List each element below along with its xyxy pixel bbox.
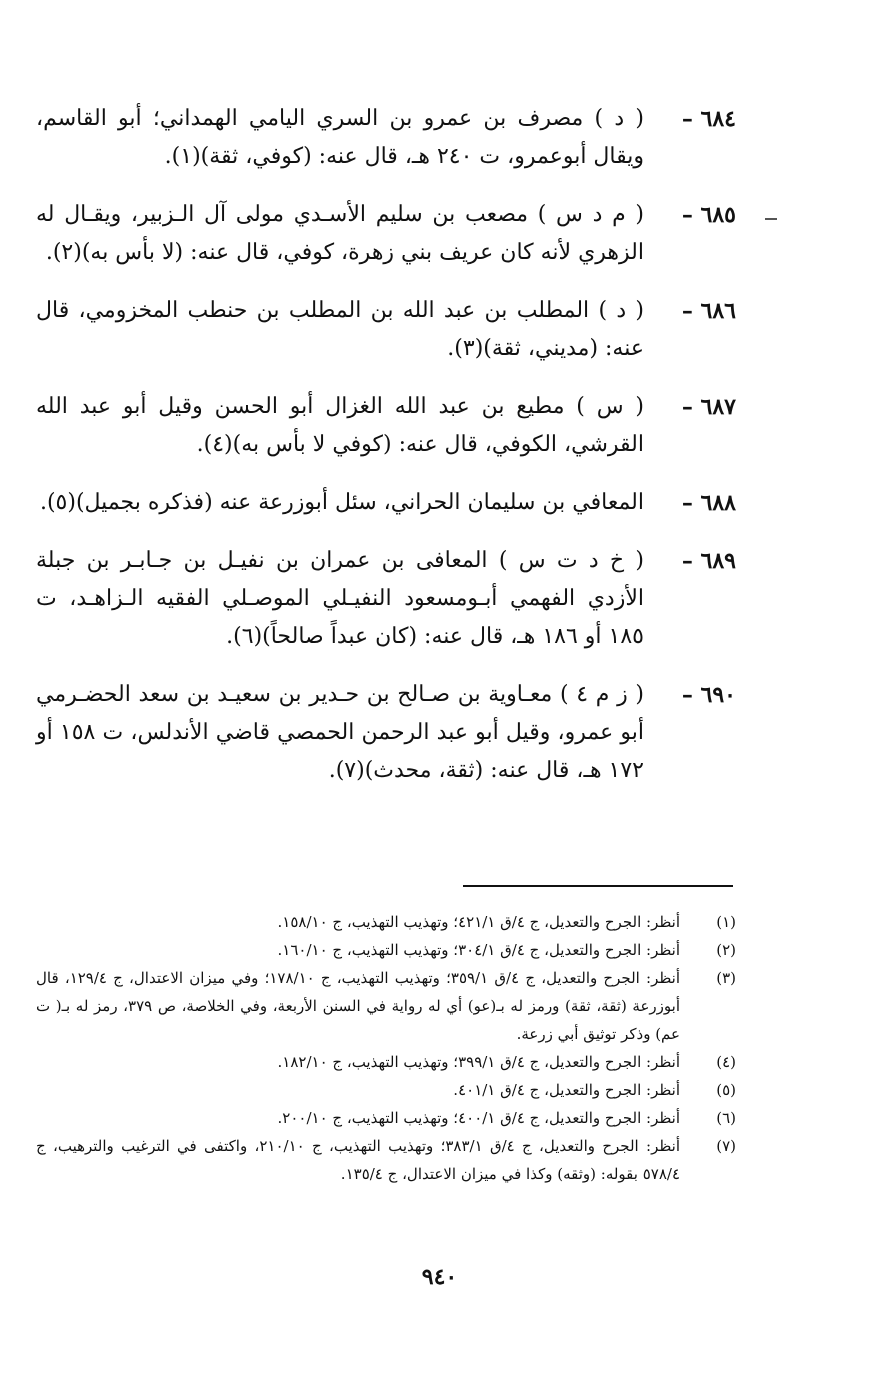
entry-number: ٦٨٩ – xyxy=(681,548,736,574)
margin-mark xyxy=(765,218,777,220)
page-number: ٩٤٠ xyxy=(421,1264,458,1290)
footnote-text: أنظر: الجرح والتعديل، ج ٤/ق ٤٢١/١؛ وتهذيب التهذيب، ج ١٥٨/١٠. xyxy=(277,913,680,931)
footnote-text: أنظر: الجرح والتعديل، ج ٤/ق ٣٩٩/١؛ وتهذيب التهذيب، ج ١٨٢/١٠. xyxy=(277,1053,680,1071)
footnote-text: أنظر: الجرح والتعديل، ج ٤/ق ٣٠٤/١؛ وتهذيب التهذيب، ج ١٦٠/١٠. xyxy=(277,941,680,959)
entry-686 xyxy=(36,292,736,368)
footnote-2 xyxy=(36,936,736,964)
footnote-5 xyxy=(36,1076,736,1104)
entry-text: ( د ) المطلب بن عبد الله بن المطلب بن حنطب المخزومي، قال عنه: (مديني، ثقة)(٣). xyxy=(36,298,644,361)
footnote-text: أنظر: الجرح والتعديل، ج ٤/ق ٤٠١/١. xyxy=(453,1081,680,1099)
footnote-4 xyxy=(36,1048,736,1076)
footnote-number: (٥) xyxy=(716,1081,736,1099)
entry-text: ( م د س ) مصعب بن سليم الأسـدي مولى آل الـزبير، ويقـال له الزهري لأنه كان عريف بني زهرة، كوفي، قال عنه: (لا بأس به)(٢). xyxy=(36,202,644,265)
entry-text: ( ز م ٤ ) معـاوية بن صـالح بن حـدير بن سعيـد بن سعد الحضـرمي أبو عمرو، وقيل أبو عبد الرحمن الحمصي قاضي الأندلس، ت ١٥٨ أو ١٧٢ هـ، قال عنه: (ثقة، محدث)(٧). xyxy=(36,682,644,783)
footnote-number: (٤) xyxy=(716,1053,736,1071)
footnote-number: (٣) xyxy=(716,969,736,987)
footnote-number: (١) xyxy=(716,913,736,931)
footnote-number: (٢) xyxy=(716,941,736,959)
footnote-7 xyxy=(36,1132,736,1188)
footnotes xyxy=(36,908,736,1188)
entry-number: ٦٨٨ – xyxy=(681,490,736,516)
entry-text: ( د ) مصرف بن عمرو بن السري اليامي الهمداني؛ أبو القاسم، ويقال أبوعمرو، ت ٢٤٠ هـ، قال عنه: (كوفي، ثقة)(١). xyxy=(36,106,644,169)
footnote-text: أنظر: الجرح والتعديل، ج ٤/ق ٣٨٣/١؛ وتهذيب التهذيب، ج ٢١٠/١٠، واكتفى في الترغيب والترهيب، ج ٥٧٨/٤ بقوله: (وثقه) وكذا في ميزان الاعتدال، ج ١٣٥/٤. xyxy=(36,1137,680,1183)
entry-685 xyxy=(36,196,736,272)
footnote-6 xyxy=(36,1104,736,1132)
biography-entries xyxy=(36,100,736,790)
entry-number: ٦٨٥ – xyxy=(681,202,736,228)
footnote-text: أنظر: الجرح والتعديل، ج ٤/ق ٣٥٩/١؛ وتهذيب التهذيب، ج ١٧٨/١٠؛ وفي ميزان الاعتدال، ج ١٢٩/٤، قال أبوزرعة (ثقة، ثقة) ورمز له بـ(عو) أي له رواية في السنن الأربعة، وفي الخلاصة، ص ٣٧٩، رمز له بـ( ت عم) وذكر توثيق أبي زرعة. xyxy=(36,969,681,1043)
entry-689 xyxy=(36,542,736,656)
entry-number: ٦٨٤ – xyxy=(681,106,736,132)
footnote-3 xyxy=(36,964,736,1048)
entry-690 xyxy=(36,676,736,790)
entry-text: المعافي بن سليمان الحراني، سئل أبوزرعة عنه (فذكره بجميل)(٥). xyxy=(39,490,644,515)
entry-number: ٦٩٠ – xyxy=(681,682,736,708)
entry-number: ٦٨٧ – xyxy=(681,394,736,420)
entry-688 xyxy=(36,484,736,522)
entry-number: ٦٨٦ – xyxy=(681,298,736,324)
footnote-separator xyxy=(463,885,733,887)
footnote-text: أنظر: الجرح والتعديل، ج ٤/ق ٤٠٠/١؛ وتهذيب التهذيب، ج ٢٠٠/١٠. xyxy=(277,1109,680,1127)
entry-687 xyxy=(36,388,736,464)
footnote-1 xyxy=(36,908,736,936)
entry-684 xyxy=(36,100,736,176)
footnote-number: (٧) xyxy=(716,1137,736,1155)
entry-text: ( س ) مطيع بن عبد الله الغزال أبو الحسن وقيل أبو عبد الله القرشي، الكوفي، قال عنه: (كوفي لا بأس به)(٤). xyxy=(36,394,644,457)
entry-text: ( خ د ت س ) المعافى بن عمران بن نفيـل بن جـابـر بن جبلة الأزدي الفهمي أبـومسعود النفيـلي الموصـلي الفقيه الـزاهـد، ت ١٨٥ أو ١٨٦ هـ، قال عنه: (كان عبداً صالحاً)(٦). xyxy=(36,548,644,649)
footnote-number: (٦) xyxy=(716,1109,736,1127)
